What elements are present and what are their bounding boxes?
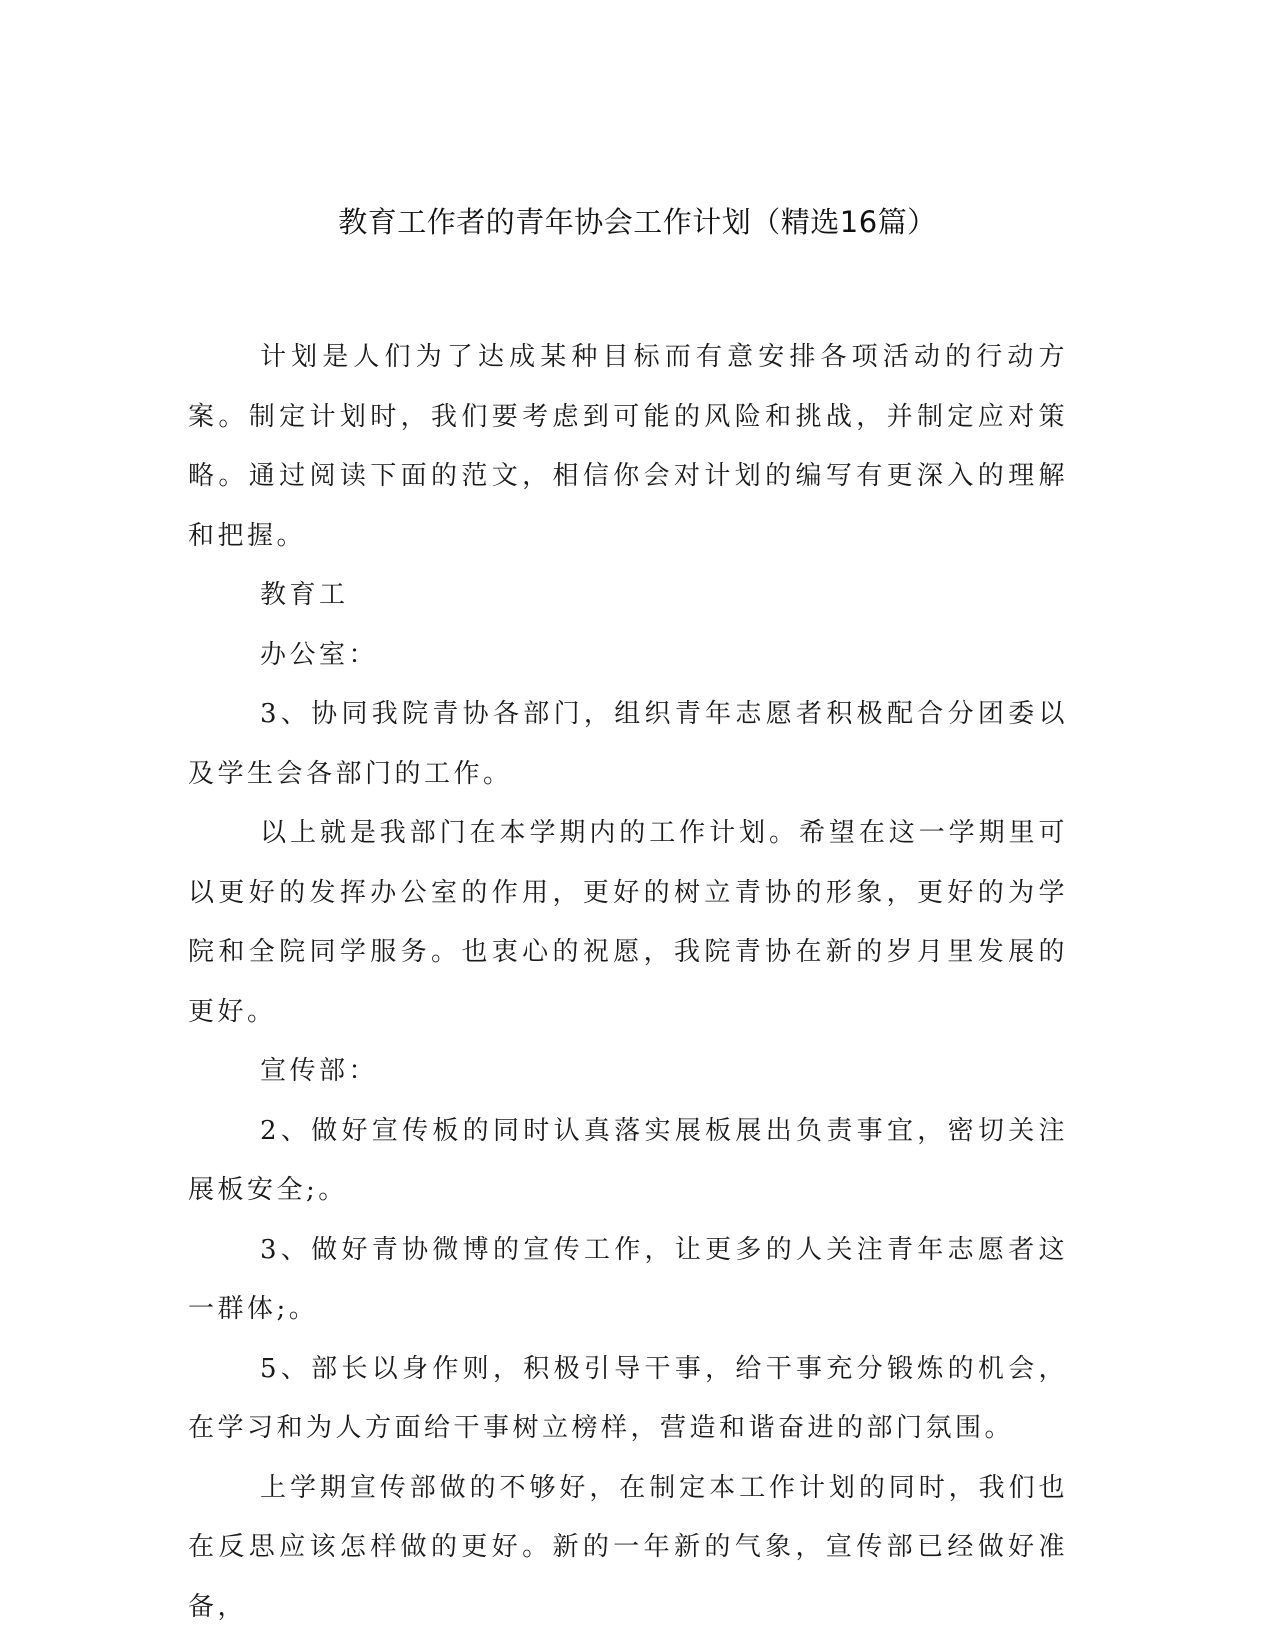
paragraph-heading-publicity: 宣传部： — [260, 1056, 379, 1086]
paragraph-publicity-item-2: 2、做好宣传板的同时认真落实展板展出负责事宜，密切关注展板安全;。 — [188, 1115, 1068, 1205]
paragraph-office-item-3: 3、协同我院青协各部门，组织青年志愿者积极配合分团委以及学生会各部门的工作。 — [188, 699, 1068, 789]
paragraph-heading-office: 办公室： — [260, 639, 379, 670]
paragraph-publicity-item-5: 5、部长以身作则，积极引导干事，给干事充分锻炼的机会，在学习和为人方面给干事树立榜样，营造和谐奋进的部门氛围。 — [188, 1353, 1068, 1443]
paragraph-heading-education: 教育工 — [260, 580, 349, 610]
paragraph-intro: 计划是人们为了达成某种目标而有意安排各项活动的行动方案。制定计划时，我们要考虑到可能的风险和挑战，并制定应对策略。通过阅读下面的范文，相信你会对计划的编写有更深入的理解和把握。 — [188, 342, 1068, 551]
paragraph-publicity-item-3: 3、做好青协微博的宣传工作，让更多的人关注青年志愿者这一群体;。 — [188, 1234, 1068, 1324]
paragraph-publicity-summary: 上学期宣传部做的不够好，在制定本工作计划的同时，我们也在反思应该怎样做的更好。新的一年新的气象，宣传部已经做好准备， — [188, 1472, 1068, 1622]
document-body — [188, 328, 1068, 1637]
paragraph-office-summary: 以上就是我部门在本学期内的工作计划。希望在这一学期里可以更好的发挥办公室的作用，更好的树立青协的形象，更好的为学院和全院同学服务。也衷心的祝愿，我院青协在新的岁月里发展的更好。 — [188, 818, 1068, 1027]
document-title: 教育工作者的青年协会工作计划（精选16篇） — [338, 205, 937, 239]
